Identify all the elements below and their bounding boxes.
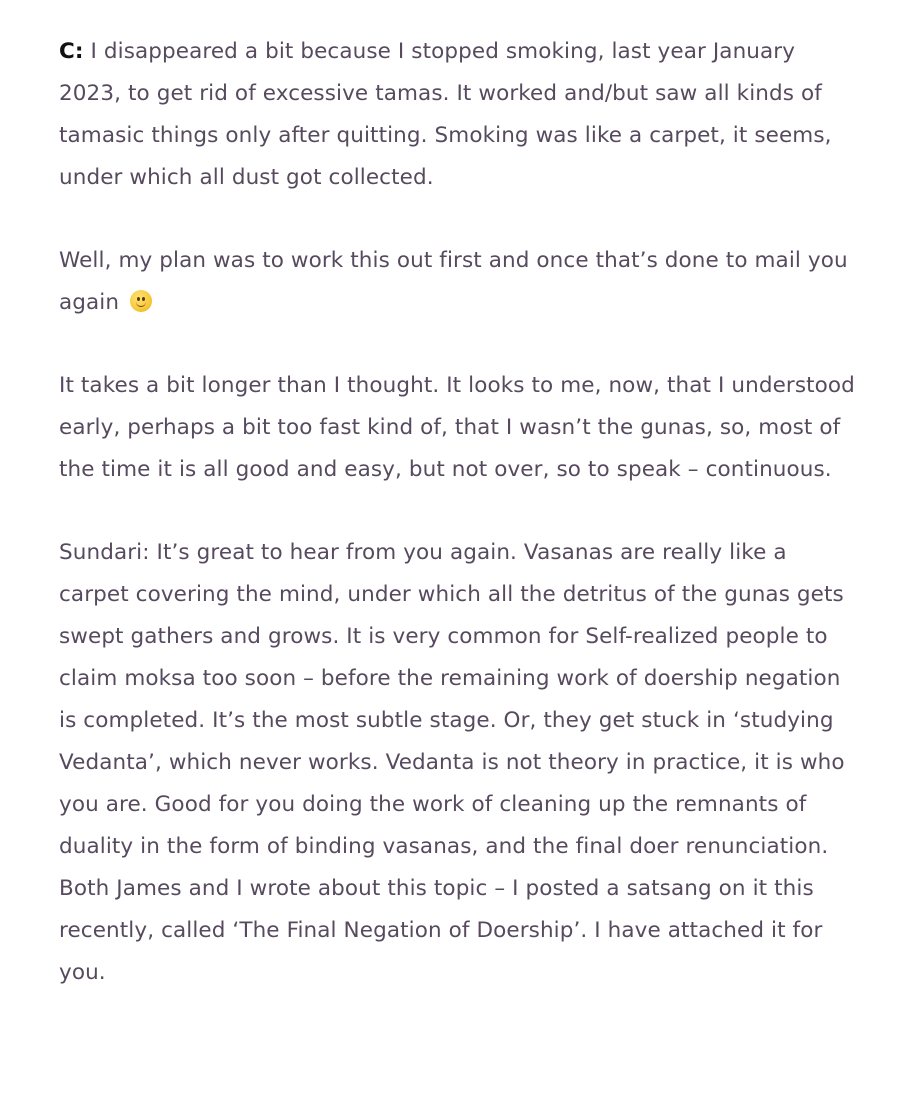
slightly-smiling-face-icon: [130, 290, 152, 312]
paragraph-progress: [59, 365, 859, 491]
paragraph-answer: [59, 532, 859, 994]
paragraph-question-intro: [59, 31, 859, 199]
paragraph-text: Sundari: It’s great to hear from you again. Vasanas are really like a carpet covering the mind, under which all the detritus of the gunas gets swept gathers and grows. It is very common for Self-realized people to claim moksa too soon – before the remaining work of doership negation is completed. It’s the most subtle stage. Or, they get stuck in ‘studying Vedanta’, which never works. Vedanta is not theory in practice, it is who you are. Good for you doing the work of cleaning up the remnants of duality in the form of binding vasanas, and the final doer renunciation. Both James and I wrote about this topic – I posted a satsang on it this recently, called ‘The Final Negation of Doership’. I have attached it for you.: [59, 540, 845, 985]
speaker-label: C:: [59, 39, 84, 64]
paragraph-text: Well, my plan was to work this out first and once that’s done to mail you again: [59, 248, 848, 315]
paragraph-text: I disappeared a bit because I stopped smoking, last year January 2023, to get rid of excessive tamas. It worked and/but saw all kinds of tamasic things only after quitting. Smoking was like a carpet, it seems, under which all dust got collected.: [59, 39, 832, 190]
paragraph-text: It takes a bit longer than I thought. It looks to me, now, that I understood early, perhaps a bit too fast kind of, that I wasn’t the gunas, so, most of the time it is all good and easy, but not over, so to speak – continuous.: [59, 373, 855, 482]
paragraph-plan: [59, 240, 859, 324]
article-body: [59, 31, 859, 1035]
